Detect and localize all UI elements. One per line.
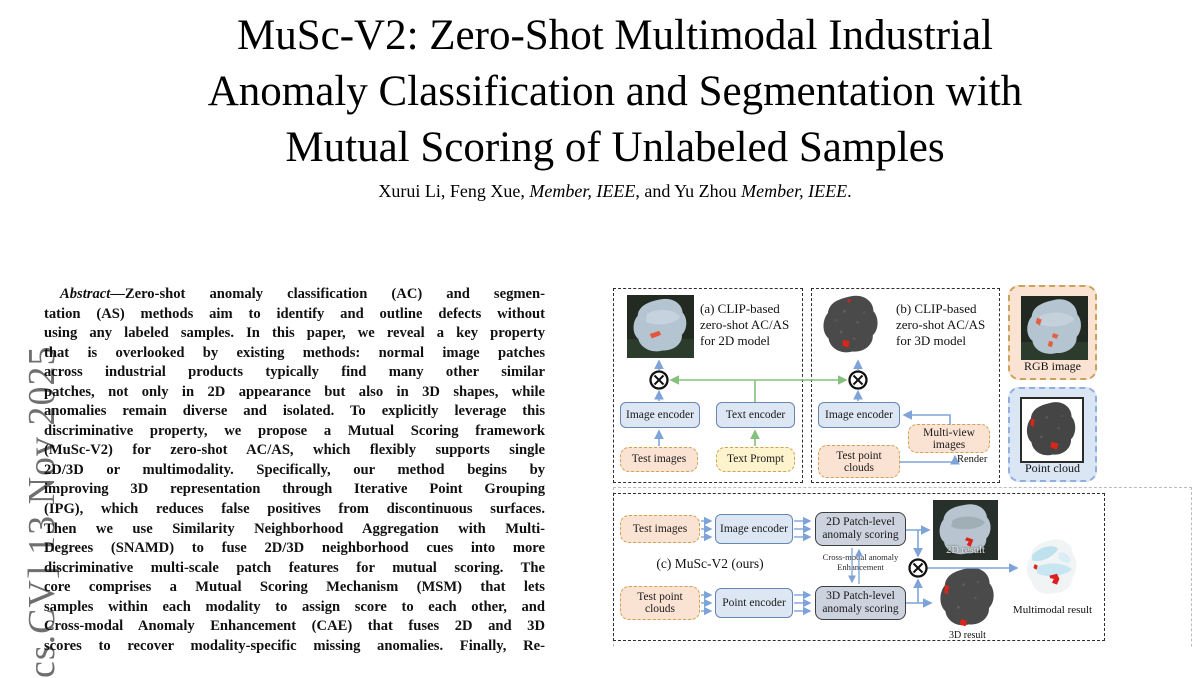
test-point-clouds-label: Test point [637,591,683,603]
test-point-clouds-label: clouds [843,461,875,474]
test-images-box-a [620,447,698,472]
image-encoder-label: Image encoder [625,408,694,421]
point-cloud-card [1008,387,1097,482]
abstract-line: tation (AS) methods aim to identify and outline defects without [44,305,545,322]
scoring-3d-label: 3D Patch-level [826,589,895,602]
test-point-clouds-label: clouds [644,603,676,615]
abstract-line: that is overlooked by existing methods: normal image patches [44,344,545,361]
text-encoder-label: Text encoder [725,408,786,421]
abstract-line: using any labeled samples. In this paper, we reveal a key property [44,325,545,342]
result-multimodal-label: Multimodal result [1012,604,1093,616]
arxiv-watermark: cs.CV] 13 Nov 2025 [21,345,63,678]
render-label: Render [957,454,988,465]
result-2d-label: 2D result [946,545,985,556]
abstract-line: discriminative multi-scale patch features for mutual scoring. The [44,559,545,576]
panel-a-caption [700,301,802,348]
panel-b-caption [896,301,996,348]
cae-label-line: Cross-modal anomaly [822,552,899,562]
multi-view-label: Multi-view [923,426,975,439]
abstract-line: Cross-modal Anomaly Enhancement (CAE) that fuses 2D and 3D [44,618,545,635]
teaser-figure [605,280,1200,648]
abstract-heading: Abstract [60,286,111,302]
text-prompt-box [716,447,795,472]
author-names: Xurui Li, Feng Xue, [378,181,530,201]
panel-c-label: (c) MuSc-V2 (ours) [656,556,764,571]
multi-view-label: images [932,438,966,451]
multi-view-images-box [908,424,990,453]
result-multimodal-thumbnail [1021,536,1083,600]
point-cloud-thumbnail [1020,397,1084,463]
panel-b-caption-line: zero-shot AC/AS [896,316,986,332]
result-3d-thumbnail [935,565,1000,631]
abstract-line: across industrial products typically find many other similar [44,364,545,381]
scoring-2d-label: 2D Patch-level [826,515,895,528]
test-images-label: Test images [632,522,688,535]
image-encoder-box-c [715,514,793,544]
panel-a-caption-line: for 2D model [700,332,771,348]
abstract-text: —Zero-shot anomaly classification (AC) and segmen- [110,286,545,302]
image-encoder-box-b [818,402,900,428]
image-encoder-label: Image encoder [719,522,788,535]
test-images-label: Test images [631,453,687,465]
paper-title-line-1: MuSc-V2: Zero-Shot Multimodal Industrial [236,12,993,59]
abstract-line: (IPG), which reduces false positives from discontinuous surfaces. [44,501,545,518]
abstract-line: Degrees (SNAMD) to fuse 2D/3D neighborhood cues into more [44,540,545,557]
panel-b-caption-line: for 3D model [896,332,967,348]
scoring-3d-box [815,586,906,620]
point-cloud-label: Point cloud [1024,461,1080,475]
abstract-line: core comprises a Mutual Scoring Mechanism (MSM) that lets [44,579,545,596]
text-encoder-box [716,402,795,428]
paper-title-line-2: Anomaly Classification and Segmentation with [207,68,1023,115]
rgb-image-card [1008,285,1097,380]
paper-title [0,8,1200,176]
abstract-paragraph [44,285,545,656]
rgb-image-thumbnail [1021,296,1088,360]
test-images-box-c [620,515,700,543]
point-encoder-box [715,588,793,618]
abstract-line: (MuSc-V2) for zero-shot AC/AS, which flexibly supports single [44,442,545,459]
panel-a-caption-line: (a) CLIP-based [700,301,780,316]
image-encoder-box-a [620,402,700,428]
point-encoder-label: Point encoder [722,596,786,609]
abstract-line: samples within each modality to assign score to each other, and [44,598,545,615]
abstract-line: anomalies remain diverse and isolated. To explicitly leverage this [44,403,545,420]
cae-label-line: Enhancement [837,562,884,572]
test-image-2d-thumbnail [627,295,694,358]
abstract-line [44,285,545,305]
scoring-2d-box [815,512,906,546]
point-cloud-3d-thumbnail [818,293,884,358]
abstract-line: improving 3D representation through Iterative Point Grouping [44,481,545,498]
author-names-2: , and Yu Zhou [635,181,742,201]
abstract-line: discriminative property, we propose a Mutual Scoring framework [44,422,545,439]
result-3d-label: 3D result [949,630,986,641]
abstract-line: patches, not only in 2D appearance but also in 3D shapes, while [44,383,545,400]
authors-period: . [847,181,852,201]
member-ieee-2: Member, IEEE [741,181,848,201]
abstract-line: Then we use Similarity Neighborhood Aggregation with Multi- [44,520,545,537]
abstract-line: 2D/3D or multimodality. Specifically, our method begins by [44,461,545,478]
text-prompt-label: Text Prompt [726,453,784,465]
rgb-image-label: RGB image [1024,359,1081,373]
test-point-clouds-label: Test point [836,449,882,462]
member-ieee-1: Member, IEEE [529,181,636,201]
panel-a-caption-line: zero-shot AC/AS [700,316,790,332]
test-point-clouds-box-c [620,586,700,620]
image-encoder-label: Image encoder [824,408,893,421]
panel-b-caption-line: (b) CLIP-based [896,301,977,316]
test-point-clouds-box-b [818,445,900,478]
paper-title-line-3: Mutual Scoring of Unlabeled Samples [285,124,945,171]
cross-modal-enhancement-label [808,552,913,572]
scoring-2d-label: anomaly scoring [822,529,899,541]
authors-line [0,181,1200,202]
scoring-3d-label: anomaly scoring [822,603,899,615]
abstract-line: scores to recover modality-specific missing anomalies. Finally, Re- [44,637,545,654]
